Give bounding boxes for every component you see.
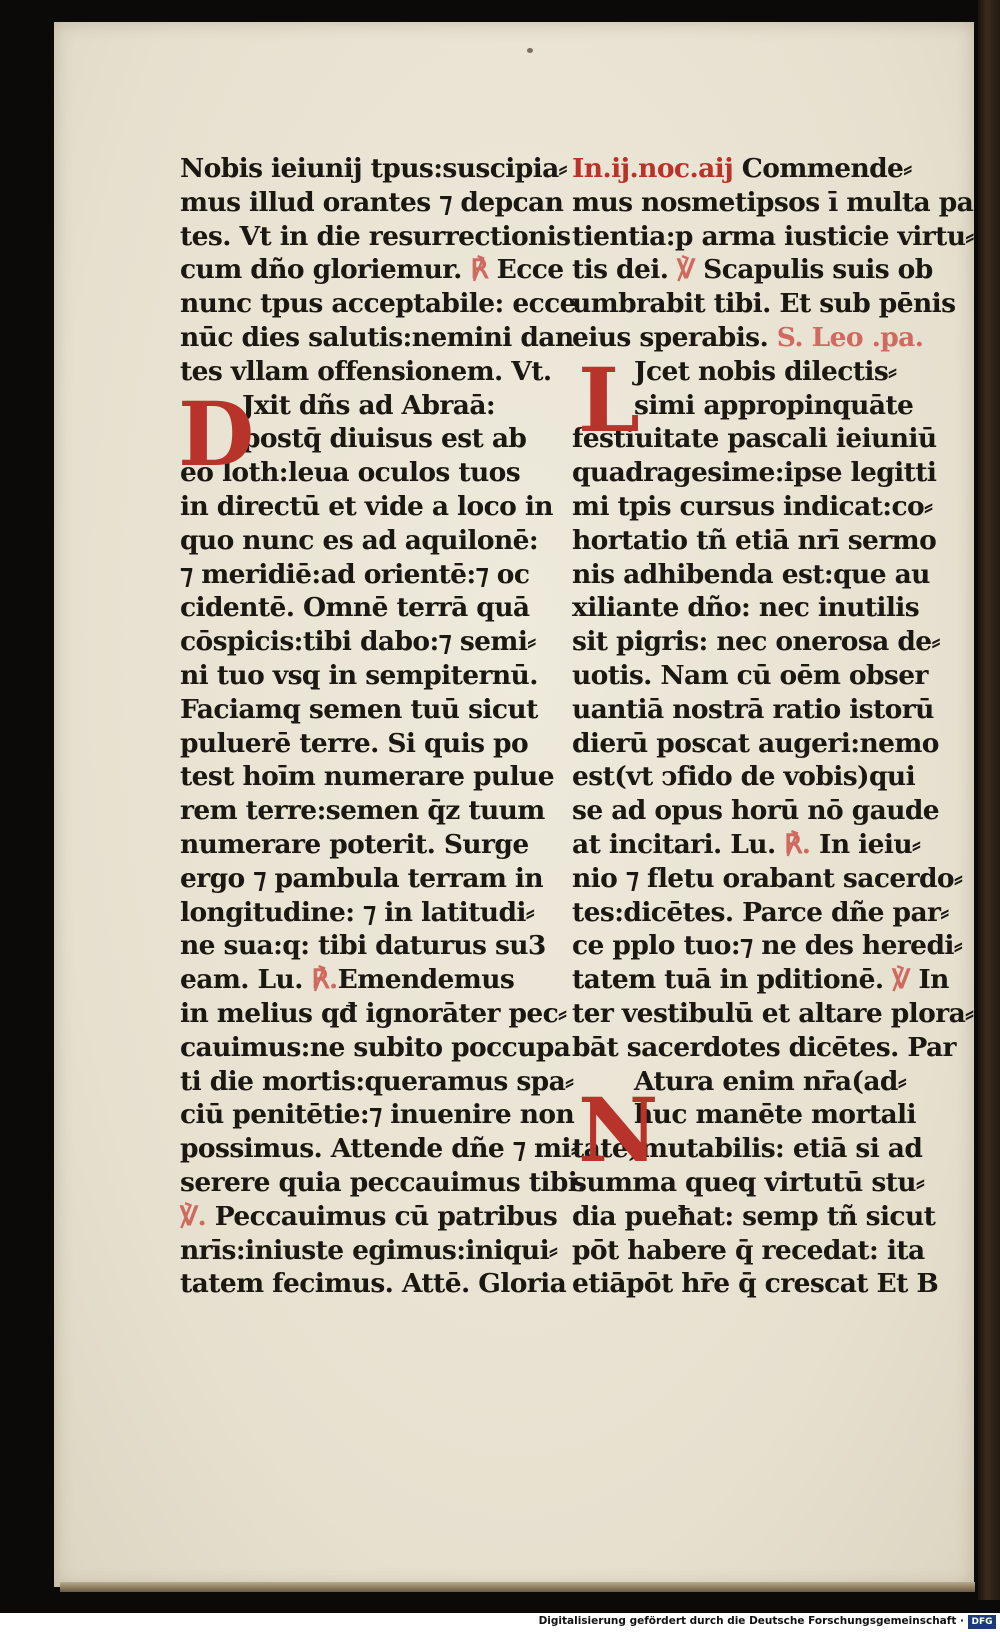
text-line: Faciamq̧ semen tuū sicut	[180, 693, 538, 725]
text-line: nunc tpus acceptabile: ecce	[180, 288, 576, 320]
rubric-mark: ℟.	[784, 828, 811, 860]
rubric-mark: ℣	[892, 964, 910, 996]
text-line: dia pueħat: semp tñ sicut	[572, 1200, 936, 1232]
text-line	[180, 963, 540, 997]
digitization-footer	[0, 1613, 1000, 1632]
initial-letter-n: N	[578, 1078, 659, 1182]
text-segment: Emendemus	[337, 964, 515, 996]
text-line: serere quia peccauimus tibi.	[180, 1166, 586, 1198]
text-line: dierū poscat augeri:nemo	[572, 727, 939, 759]
text-line: cauimus:ne subito poccupa	[180, 1031, 571, 1063]
text-line: tientia:p arma iusticie virtu⸗	[572, 220, 974, 252]
text-line: hortatio tñ etiā nrī sermo	[572, 524, 937, 556]
text-line: puluerē terre. Si quis po	[180, 727, 529, 759]
text-line: Jcet nobis dilectis⸗	[634, 355, 897, 387]
text-line: pōt habere q̄ recedat: ita	[572, 1234, 925, 1266]
text-line: in directū et vide a loco in	[180, 490, 553, 522]
text-line: ti die mortis:queramus spa⸗	[180, 1065, 574, 1097]
text-line	[572, 828, 952, 862]
text-line: etiāpōt hr̄e q̄ crescat Et B	[572, 1268, 939, 1300]
text-line: ter vestibulū et altare plora⸗	[572, 997, 974, 1029]
text-line: nio ⁊ fletu orabant sacerdo⸗	[572, 862, 963, 894]
text-segment: at incitari. Lu.	[572, 828, 776, 860]
page-bottom-edge	[60, 1582, 975, 1592]
text-line: uotis. Nam cū oēm obser	[572, 659, 928, 691]
text-line: Jxit dñs ad Abraā:	[242, 389, 496, 421]
text-line: tatem fecimus. Attē. Gloria	[180, 1268, 567, 1300]
text-segment: In ieiu⸗	[819, 828, 921, 860]
text-line: nrīs:iniuste egimus:iniqui⸗	[180, 1234, 558, 1266]
text-line: tes vllam offensionem. Vt.	[180, 355, 552, 387]
text-segment: Scapulis suis ob	[703, 254, 933, 286]
text-line: nūc dies salutis:nemini dan	[180, 321, 574, 353]
text-line: tes:dicētes. Parce dñe par⸗	[572, 896, 949, 928]
text-line: ce pplo tuo:⁊ ne des heredi⸗	[572, 930, 963, 962]
text-line: postq̄ diuisus est ab	[242, 423, 527, 455]
text-line: tes. Vt in die resurrectionis	[180, 220, 571, 252]
text-segment: eam. Lu.	[180, 964, 303, 996]
text-line	[572, 253, 952, 287]
footer-credit-text: Digitalisierung gefördert durch die Deutsche Forschungsgemeinschaft ·	[538, 1615, 964, 1627]
text-line: sit pigris: nec onerosa de⸗	[572, 626, 940, 658]
text-line: in melius qđ ignorāter pec⸗	[180, 997, 567, 1029]
text-line: est(vt ↄfido de vobis)qui	[572, 761, 916, 793]
text-segment: Peccauimus cū patribus	[214, 1200, 558, 1232]
text-line: possimus. Attende dñe ⁊ mi⸗	[180, 1133, 580, 1165]
text-line: Atura enim nr̄a(ad⸗	[634, 1065, 907, 1097]
text-line: numerare poterit. Surge	[180, 828, 529, 860]
text-line: longitudine: ⁊ in latitudi⸗	[180, 896, 535, 928]
text-line: ciū penitētie:⁊ inuenire non	[180, 1099, 575, 1131]
rubric-heading: In.ij.noc.aij	[572, 153, 734, 184]
left-text-column	[180, 152, 586, 1301]
text-line	[572, 152, 952, 186]
text-line: mi tpis cursus indicat:co⸗	[572, 490, 933, 522]
text-line	[180, 253, 564, 287]
text-line: umbrabit tibi. Et sub pēnis	[572, 288, 956, 320]
text-line: ergo ⁊ pambula terram in	[180, 862, 544, 894]
text-line	[572, 963, 952, 997]
rubric-mark: ℟.	[311, 964, 338, 996]
text-segment: tatem tuā in pditionē.	[572, 964, 884, 996]
text-line: ni tuo vsq̧ in sempiternū.	[180, 659, 538, 691]
text-line: nis adhibenda est:que au	[572, 558, 930, 590]
dfg-logo: DFG	[968, 1615, 996, 1629]
text-line: rem terre:semen q̄z tuum	[180, 795, 545, 827]
text-segment: In	[918, 964, 949, 996]
page-mark	[527, 48, 533, 53]
rubric-heading: S. Leo .pa.	[776, 321, 924, 353]
text-segment: eius sperabis.	[572, 321, 769, 353]
text-line: bāt sacerdotes dicētes. Par	[572, 1031, 956, 1063]
initial-letter-l: L	[578, 348, 640, 452]
text-line: quadragesime:ipse legitti	[572, 457, 937, 489]
text-line: ne sua:q: tibi daturus su3	[180, 930, 546, 962]
text-segment: cum dño gloriemur.	[180, 254, 462, 286]
text-segment: Ecce	[496, 254, 564, 286]
rubric-mark: ℣.	[180, 1200, 207, 1232]
text-line: cōspicis:tibi dabo:⁊ semi⸗	[180, 626, 536, 658]
text-line: se ad opus horū nō gaude	[572, 795, 940, 827]
text-segment: tis dei.	[572, 254, 669, 286]
text-line: eo loth:leua oculos tuos	[180, 457, 521, 489]
rubric-mark: ℟	[470, 254, 488, 286]
text-line: quo nunc es ad aquilonē:	[180, 524, 539, 556]
initial-letter-d: D	[178, 382, 255, 486]
text-line: mus illud orantes ⁊ depcan	[180, 186, 564, 218]
text-line: festiuitate pascali ieiuniū	[572, 423, 937, 455]
text-line: summa queq̧ virtutū stu⸗	[572, 1166, 925, 1198]
text-line: xiliante dño: nec inutilis	[572, 592, 920, 624]
text-line: uantiā nostrā ratio istorū	[572, 693, 934, 725]
text-line: huc manēte mortali	[634, 1099, 916, 1131]
text-segment: Commende⸗	[741, 153, 912, 184]
text-line: mus nosmetipsos ī multa pa	[572, 186, 974, 218]
book-edge	[978, 0, 1000, 1600]
text-line	[180, 1200, 558, 1234]
text-line: Nobis ieiunij tpus:suscipia⸗	[180, 153, 567, 184]
text-line: tate)mutabilis: etiā si ad	[572, 1133, 923, 1165]
text-line: simi appropinquāte	[634, 389, 914, 421]
text-line: test hoīm numerare pulue	[180, 761, 554, 793]
text-line: cidentē. Omnē terrā quā	[180, 592, 530, 624]
text-line: ⁊ meridiē:ad orientē:⁊ oc	[180, 558, 530, 590]
rubric-mark: ℣	[676, 254, 695, 286]
